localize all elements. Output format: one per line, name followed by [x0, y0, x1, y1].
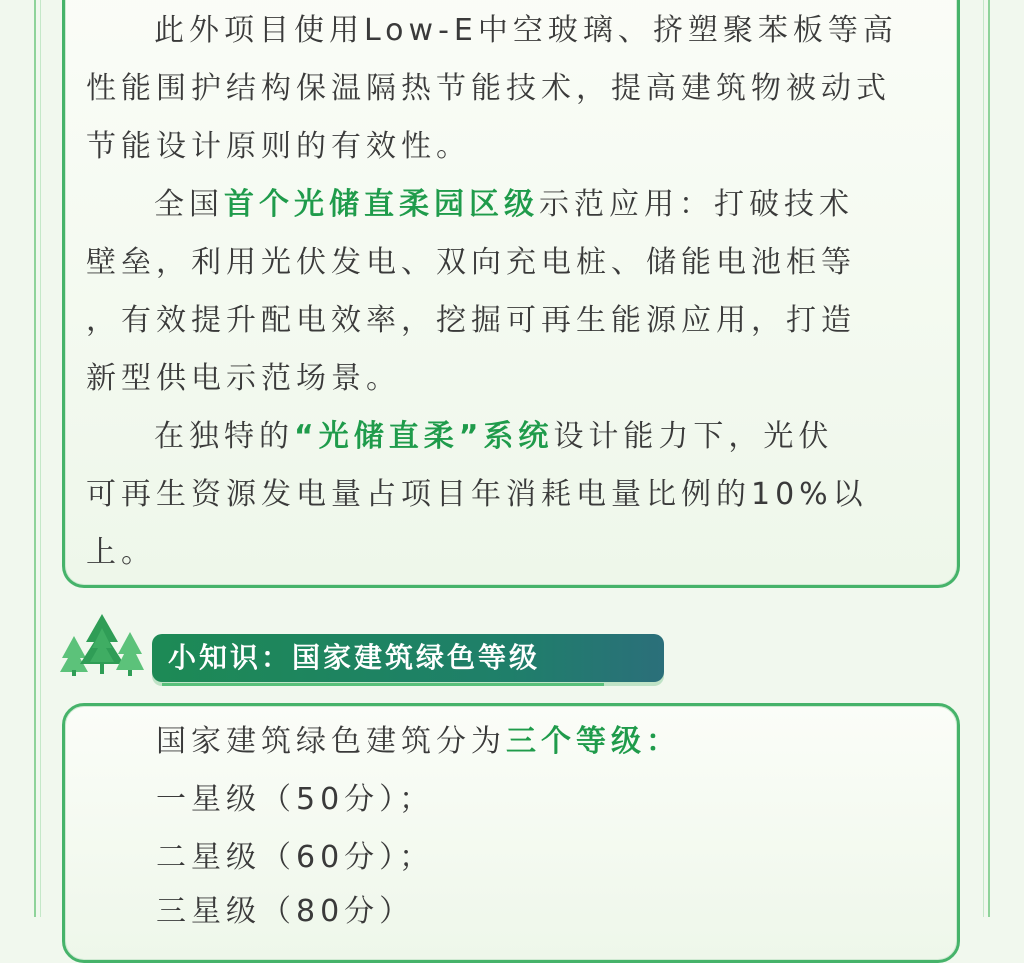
knowledge-intro: [156, 722, 681, 762]
paragraph-pilot-line-1: [86, 176, 936, 234]
paragraph-pilot-line-2: 壁垒，利用光伏发电、双向充电桩、储能电池柜等: [86, 245, 856, 280]
paragraph-system-line-2: 可再生资源发电量占项目年消耗电量比例的10%以: [86, 477, 868, 512]
paragraph-text: 此外项目使用Low-E中空玻璃、挤塑聚苯板等高: [154, 13, 898, 48]
paragraph-suffix: 示范应用：打破技术: [539, 187, 854, 222]
knowledge-header: [60, 614, 620, 688]
paragraph-pilot-line-3: ，有效提升配电效率，挖掘可再生能源应用，打造: [86, 303, 856, 338]
frame-line-right-inner: [983, 0, 984, 917]
paragraph-system-line-3: 上。: [86, 535, 156, 570]
highlight-first-park: 首个光储直柔园区级: [224, 187, 539, 222]
intro-text: 国家建筑绿色建筑分为: [156, 724, 506, 759]
highlight-system: “光储直柔”系统: [294, 419, 554, 454]
highlight-three-levels: 三个等级：: [506, 724, 681, 759]
frame-line-left-inner: [40, 0, 41, 917]
paragraph-lowe-line-1: [86, 2, 936, 60]
frame-line-left-outer: [34, 0, 36, 917]
paragraph-prefix: 全国: [154, 187, 224, 222]
paragraph-prefix: 在独特的: [154, 419, 294, 454]
paragraph-lowe-line-2: 性能围护结构保温隔热节能技术，提高建筑物被动式: [86, 71, 891, 106]
level-one-star: 一星级（50分）；: [156, 782, 435, 817]
paragraph-lowe-line-3: 节能设计原则的有效性。: [86, 129, 471, 164]
pine-trees-icon: [60, 614, 146, 678]
frame-line-right-outer: [988, 0, 990, 917]
level-three-star: 三星级（80分）: [156, 894, 415, 929]
level-two-star: 二星级（60分）；: [156, 840, 435, 875]
paragraph-suffix: 设计能力下，光伏: [553, 419, 834, 454]
title-underline: [162, 683, 604, 686]
paragraph-pilot-line-4: 新型供电示范场景。: [86, 361, 401, 396]
paragraph-system-line-1: [86, 408, 936, 466]
knowledge-title: 小知识：国家建筑绿色等级: [168, 641, 541, 674]
